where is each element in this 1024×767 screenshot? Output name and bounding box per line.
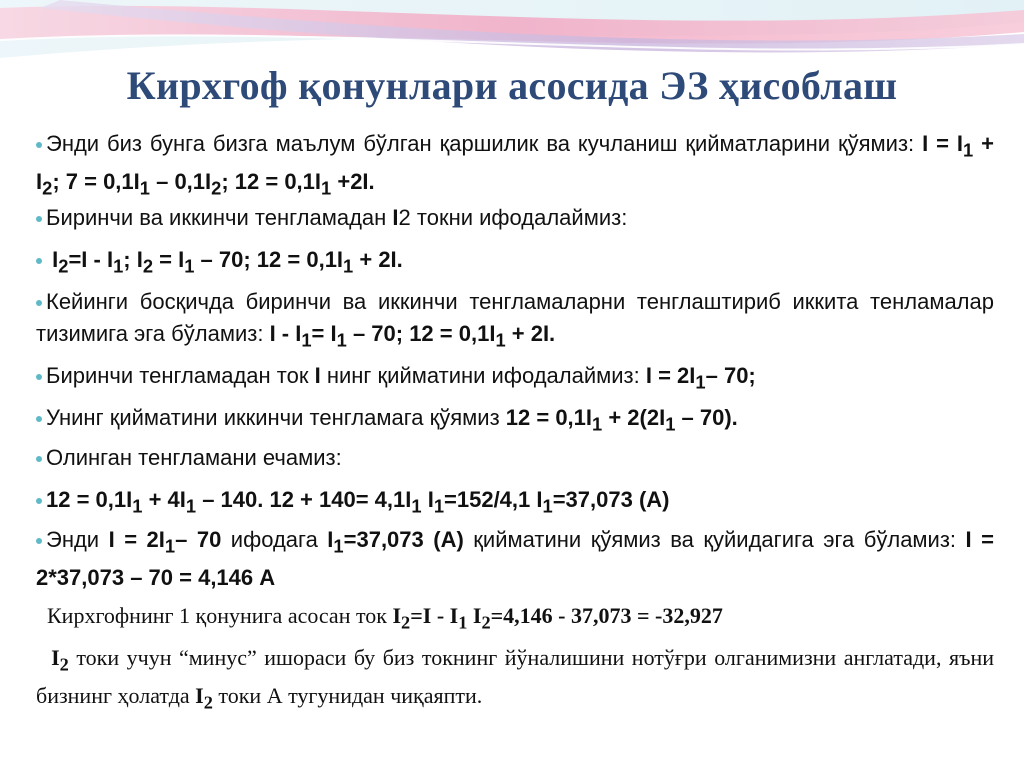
- paragraph-9: Энди $I = 2I_1-$ 70 ифодага $I_1=37,073$ (А) қийматини қўямиз ва қуйидагига эга бўламиз: I = 2*37,073 – 70 = 4,146 А: [36, 527, 995, 591]
- paragraph-11: $I_2$ токи учун “минус” ишораси бу биз токнинг йўналишини нотўғри олганимизни англатади, яъни бизнинг ҳолатда $I_2$ токи А тугунидан чиқаяпти.: [36, 645, 995, 713]
- paragraph-4: Кейинги босқичда биринчи ва иккинчи тенгламаларни тенглаштириб иккита тенламалар тизимига эга бўламиз: $I - I_1= I_1 - 70$; $12 = 0,1I_1 + 2I$.: [36, 289, 994, 351]
- paragraph-10: Кирхгофнинг 1 қонунига асосан ток $I_2=I - I_1$ $I_2=4,146 - 37,073 = -32,927$: [36, 603, 723, 633]
- bullet-dot-icon: [36, 374, 42, 380]
- bullet-dot-icon: [36, 498, 42, 504]
- slide-title: Кирхгоф қонунлари асосида ЭЗ ҳисоблаш: [126, 63, 898, 108]
- paragraph-6: Унинг қийматини иккинчи тенгламага қўямиз $12 = 0,1I_1 + 2(2I_1 - 70)$.: [36, 402, 994, 440]
- paragraph-2: Биринчи ва иккинчи тенгламадан I2 токни ифодалаймиз:: [36, 202, 994, 234]
- bullet-dot-icon: [36, 416, 42, 422]
- bullet-dot-icon: [36, 258, 42, 264]
- paragraph-7: Олинган тенгламани ечамиз:: [36, 442, 994, 474]
- bullet-dot-icon: [36, 142, 42, 148]
- bullet-dot-icon: [36, 538, 42, 544]
- paragraph-5: Биринчи тенгламадан ток I нинг қийматини ифодалаймиз: $I = 2I_1-$ 70;: [36, 360, 994, 398]
- paragraph-3: $I_2=I - I_1$; $I_2 = I_1 - 70$; $12 = 0,1I_1 + 2I$.: [36, 244, 994, 282]
- bullet-dot-icon: [36, 300, 42, 306]
- bullet-dot-icon: [36, 216, 42, 222]
- paragraph-8: $12 = 0,1I_1 + 4I_1 - 140$. $12 + 140= 4,1I_1$ $I_1=152/4,1$ $I_1=37,073$ (А): [36, 484, 994, 522]
- paragraph-1: Энди биз бунга бизга маълум бўлган қаршилик ва кучланиш қийматларини қўямиз: $I = I_1 + I_2$; $7 = 0,1I_1 - 0,1I_2$; $12 = 0,1I_1 +2I$.: [36, 131, 994, 199]
- bullet-dot-icon: [36, 456, 42, 462]
